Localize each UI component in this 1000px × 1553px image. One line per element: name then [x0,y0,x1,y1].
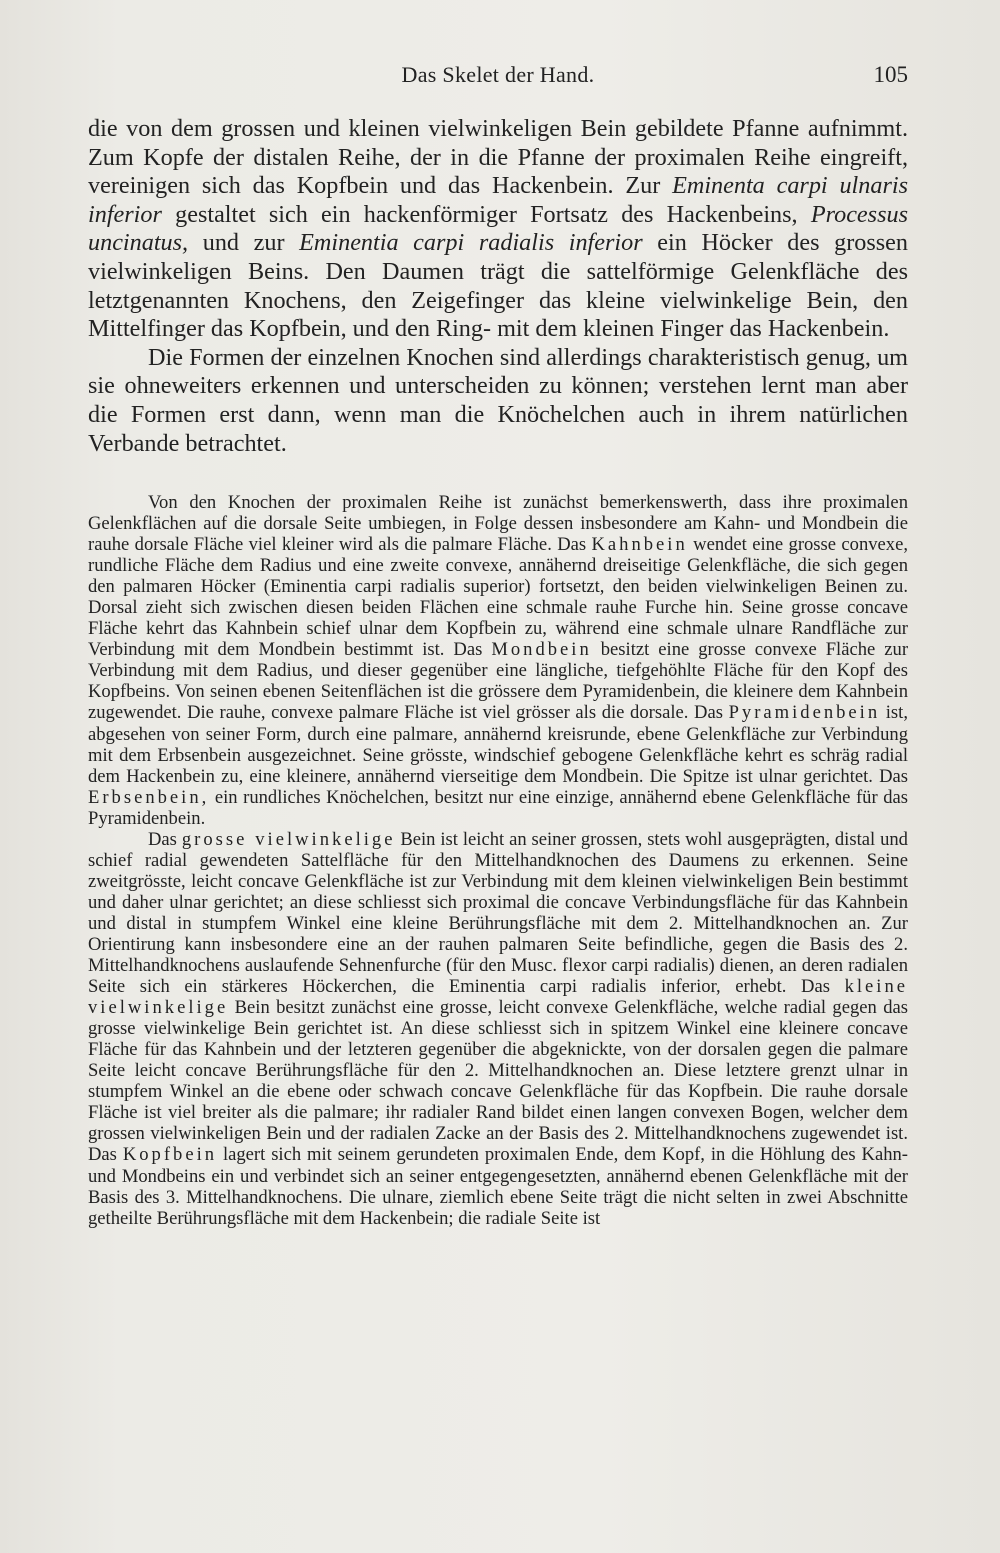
small-paragraph-2 [88,829,908,1229]
text-run: ist, abgesehen von seiner Form, durch eine palmare, annähernd kreisrunde, ebene Gelenkfläche zur Verbindung mit dem Erbsenbein ausgezeichnet. Seine grösste, windschief gebogene Gelenkfläche kehrt es schräg radial dem Hackenbein zu, eine kleinere, annähernd vierseitige dem Mondbein. Die Spitze ist ulnar gerichtet. Das [88,702,908,787]
spaced-term: Kopfbein [122,1144,218,1166]
text-run: gestaltet sich ein hackenförmiger Fortsatz des Hackenbeins, [161,200,811,228]
spaced-term: grosse vielwinkelige [181,828,396,850]
text-run: lagert sich mit seinem gerundeten proximalen Ende, dem Kopf, in die Höhlung des Kahn- und Mondbeins ein und verbindet sich an seiner entgegengesetzten, annähernd ebenen Gelenkfläche mit der Basis des 3. Mittelhandknochens. Die ulnare, ziemlich ebene Seite trägt die nicht selten in zwei Abschnitte getheilte Berührungsfläche mit dem Hackenbein; die radiale Seite ist [88,1144,908,1229]
text-run: Bein besitzt zunächst eine grosse, leicht convexe Gelenkfläche, welche radial gegen das grosse vielwinkelige Bein gerichtet ist. An diese schliesst sich in spitzem Winkel eine kleinere concave Fläche für das Kahnbein und der letzteren gegenüber die abgeknickte, von der dorsalen gegen die palmare Seite leicht concave Berührungsfläche für den 2. Mittelhandknochen an. Diese letztere grenzt ulnar in stumpfem Winkel an die ebene oder schwach concave Gelenkfläche für das Kopfbein. Die rauhe dorsale Fläche ist viel breiter als die palmare; ihr radialer Rand bildet einen langen convexen Bogen, welcher dem grossen vielwinkeligen Bein und der radialen Zacke an der Basis des 2. Mittelhandknochens zugewendet ist. Das [88,997,908,1166]
main-paragraph-2: Die Formen der einzelnen Knochen sind allerdings charakteristisch genug, um sie ohneweiters erkennen und unterscheiden zu können; verstehen lernt man aber die Formen erst dann, wenn man die Knöchelchen auch in ihrem natürlichen Verbande betrachtet. [88,343,908,457]
main-text-block [88,115,908,458]
text-run: die von dem grossen und kleinen vielwinkeligen Bein gebildete Pfanne aufnimmt. Zum Kopfe der distalen Reihe, der in die Pfanne der proximalen Reihe eingreift, vereinigen sich das Kopfbein und das Hackenbein. Zur [88,115,908,200]
spaced-term: Pyramidenbein [728,702,881,724]
text-run: ein rundliches Knöchelchen, besitzt nur eine einzige, annähernd ebene Gelenkfläche für das Pyramidenbein. [88,786,908,829]
running-title: Das Skelet der Hand. [401,62,595,87]
text-run: Von den Knochen der proximalen Reihe ist zunächst bemerkenswerth, dass ihre proximalen Gelenkflächen auf die dorsale Seite umbiegen, in Folge dessen insbesondere am Kahn- und Mondbein die rauhe dorsale Fläche viel kleiner wird als die palmare Fläche. Das [88,492,908,556]
spaced-term: Mondbein [491,639,592,661]
italic-term: Eminentia carpi radialis inferior [299,229,643,257]
text-run: Das [148,828,182,850]
text-run: und zur [188,229,300,257]
small-print-block [88,492,908,1229]
spaced-term: kleine vielwinkelige [88,976,908,1019]
running-header [88,62,908,94]
text-run: wendet eine grosse convexe, rundliche Fläche dem Radius und eine zweite convexe, annähernd dreiseitige Gelenkfläche, die sich gegen den palmaren Höcker (Eminentia carpi radialis superior) fortsetzt, den beiden vielwinkeligen Beinen zu. Dorsal zieht sich zwischen diesen beiden Flächen eine schmale rauhe Furche hin. Seine grosse concave Fläche kehrt das Kahnbein schief ulnar dem Kopfbein zu, während eine schmale ulnare Randfläche zur Verbindung mit dem Mondbein bestimmt ist. Das [88,534,908,661]
italic-term: Processus uncinatus, [88,200,908,257]
italic-term: Eminenta carpi ulnaris inferior [88,172,908,228]
text-run: besitzt eine grosse convexe Fläche zur Verbindung mit dem Radius, und dieser gegenüber eine längliche, tiefgehöhlte Fläche für den Kopf des Kopfbeins. Von seinen ebenen Seitenflächen ist die grössere dem Pyramidenbein, die kleinere dem Kahnbein zugewendet. Die rauhe, convexe palmare Fläche ist viel grösser als die dorsale. Das [88,639,909,724]
text-run: Bein ist leicht an seiner grossen, stets wohl ausgeprägten, distal und schief radial gewendeten Sattelfläche für den Mittelhandknochen des Daumens zu erkennen. Seine zweitgrösste, leicht concave Gelenkfläche ist zur Verbindung mit dem kleinen vielwinkeligen Bein bestimmt und daher ulnar gerichtet; an diese schliesst sich proximal die concave Verbindungsfläche für das Kahnbein und distal in stumpfem Winkel eine kleine Berührungsfläche mit dem 2. Mittelhandknochen an. Zur Orientirung kann insbesondere eine an der rauhen palmaren Seite befindliche, gegen die Basis des 2. Mittelhandknochens auslaufende Sehnenfurche (für den Musc. flexor carpi radialis) dienen, an deren radialen Seite sich ein stärkeres Höckerchen, die Eminentia carpi radialis inferior, erhebt. Das [88,828,908,998]
text-run: ein Höcker des grossen vielwinkeligen Beins. Den Daumen trägt die sattelförmige Gelenkfläche des letztgenannten Knochens, den Zeigefinger das kleine vielwinkelige Bein, den Mittelfinger das Kopfbein, und den Ring- mit dem kleinen Finger das Hackenbein. [88,229,909,343]
page-number: 105 [873,62,908,87]
spaced-term: Erbsenbein, [88,786,210,808]
small-paragraph-1 [88,492,908,829]
main-paragraph-1 [88,115,908,344]
spaced-term: Kahnbein [591,534,688,556]
